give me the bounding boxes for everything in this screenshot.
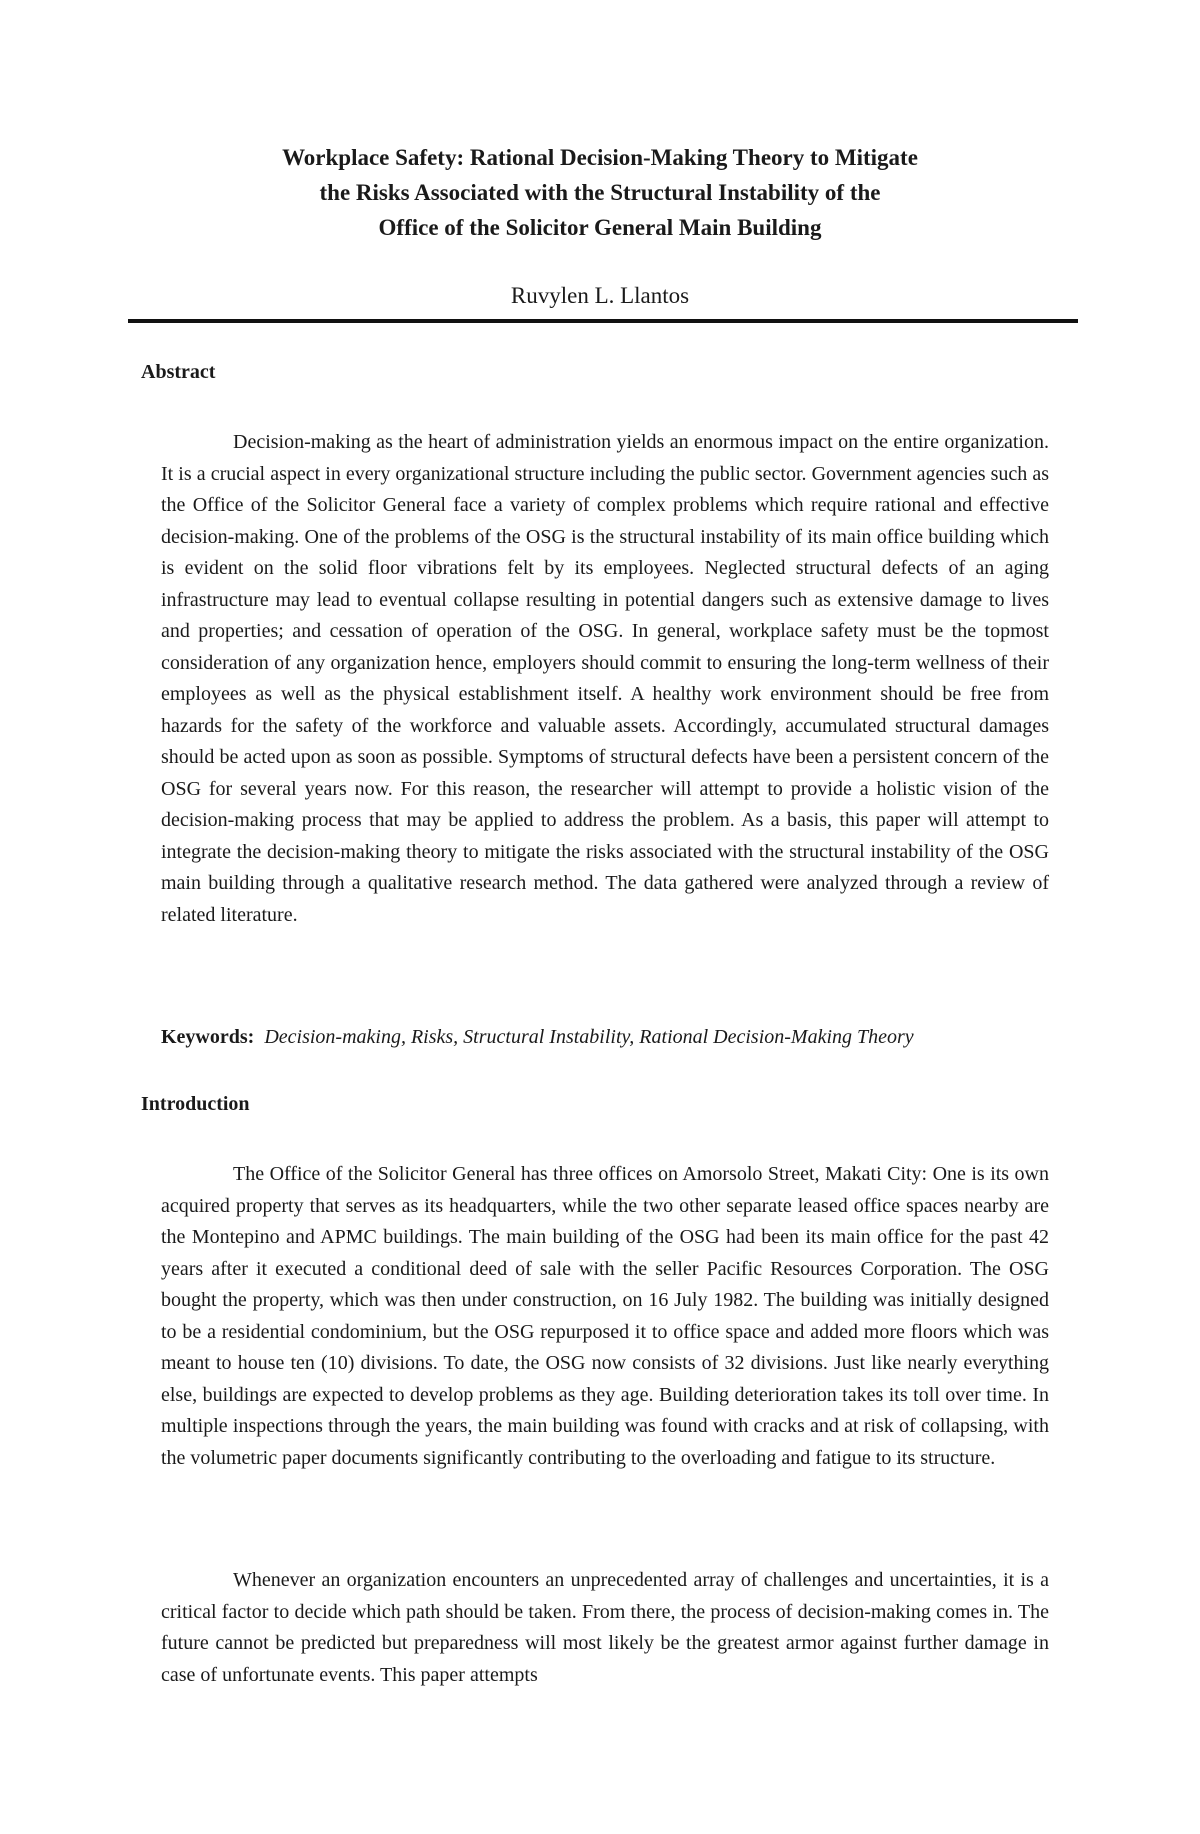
title-divider <box>128 319 1078 323</box>
keywords-label: Keywords: <box>161 1026 255 1048</box>
title-line: Office of the Solicitor General Main Building <box>378 215 822 240</box>
title-line: the Risks Associated with the Structural Instability of the <box>319 180 881 205</box>
abstract-heading: Abstract <box>141 361 216 383</box>
author-name: Ruvylen L. Llantos <box>510 283 690 308</box>
title-line: Workplace Safety: Rational Decision-Making Theory to Mitigate <box>282 145 918 170</box>
keywords-value: Decision-making, Risks, Structural Instability, Rational Decision-Making Theory <box>264 1026 914 1048</box>
keywords-line <box>161 1022 1081 1052</box>
introduction-paragraph: The Office of the Solicitor General has three offices on Amorsolo Street, Makati City: One is its own acquired property that serves as its headquarters, while the two other separate leased office spaces nearby are the Montepino and APMC buildings. The main building of the OSG had been its main office for the past 42 years after it executed a conditional deed of sale with the seller Pacific Resources Corporation. The OSG bought the property, which was then under construction, on 16 July 1982. The building was initially designed to be a residential condominium, but the OSG repurposed it to office space and added more floors which was meant to house ten (10) divisions. To date, the OSG now consists of 32 divisions. Just like nearly everything else, buildings are expected to develop problems as they age. Building deterioration takes its toll over time. In multiple inspections through the years, the main building was found with cracks and at risk of collapsing, with the volumetric paper documents significantly contributing to the overloading and fatigue to its structure. <box>161 1163 1049 1469</box>
introduction-heading: Introduction <box>141 1093 250 1115</box>
introduction-paragraph: Whenever an organization encounters an unprecedented array of challenges and uncertainties, it is a critical factor to decide which path should be taken. From there, the process of decision-making comes in. The future cannot be predicted but preparedness will most likely be the greatest armor against further damage in case of unfortunate events. This paper attempts <box>161 1569 1049 1686</box>
paper-title <box>0 140 1200 245</box>
abstract-text: Decision-making as the heart of administration yields an enormous impact on the entire organization. It is a crucial aspect in every organizational structure including the public sector. Government agencies such as the Office of the Solicitor General face a variety of complex problems which require rational and effective decision-making. One of the problems of the OSG is the structural instability of its main office building which is evident on the solid floor vibrations felt by its employees. Neglected structural defects of an aging infrastructure may lead to eventual collapse resulting in potential dangers such as extensive damage to lives and properties; and cessation of operation of the OSG. In general, workplace safety must be the topmost consideration of any organization hence, employers should commit to ensuring the long-term wellness of their employees as well as the physical establishment itself. A healthy work environment should be free from hazards for the safety of the workforce and valuable assets. Accordingly, accumulated structural damages should be acted upon as soon as possible. Symptoms of structural defects have been a persistent concern of the OSG for several years now. For this reason, the researcher will attempt to provide a holistic vision of the decision-making process that may be applied to address the problem. As a basis, this paper will attempt to integrate the decision-making theory to mitigate the risks associated with the structural instability of the OSG main building through a qualitative research method. The data gathered were analyzed through a review of related literature. <box>161 431 1049 926</box>
